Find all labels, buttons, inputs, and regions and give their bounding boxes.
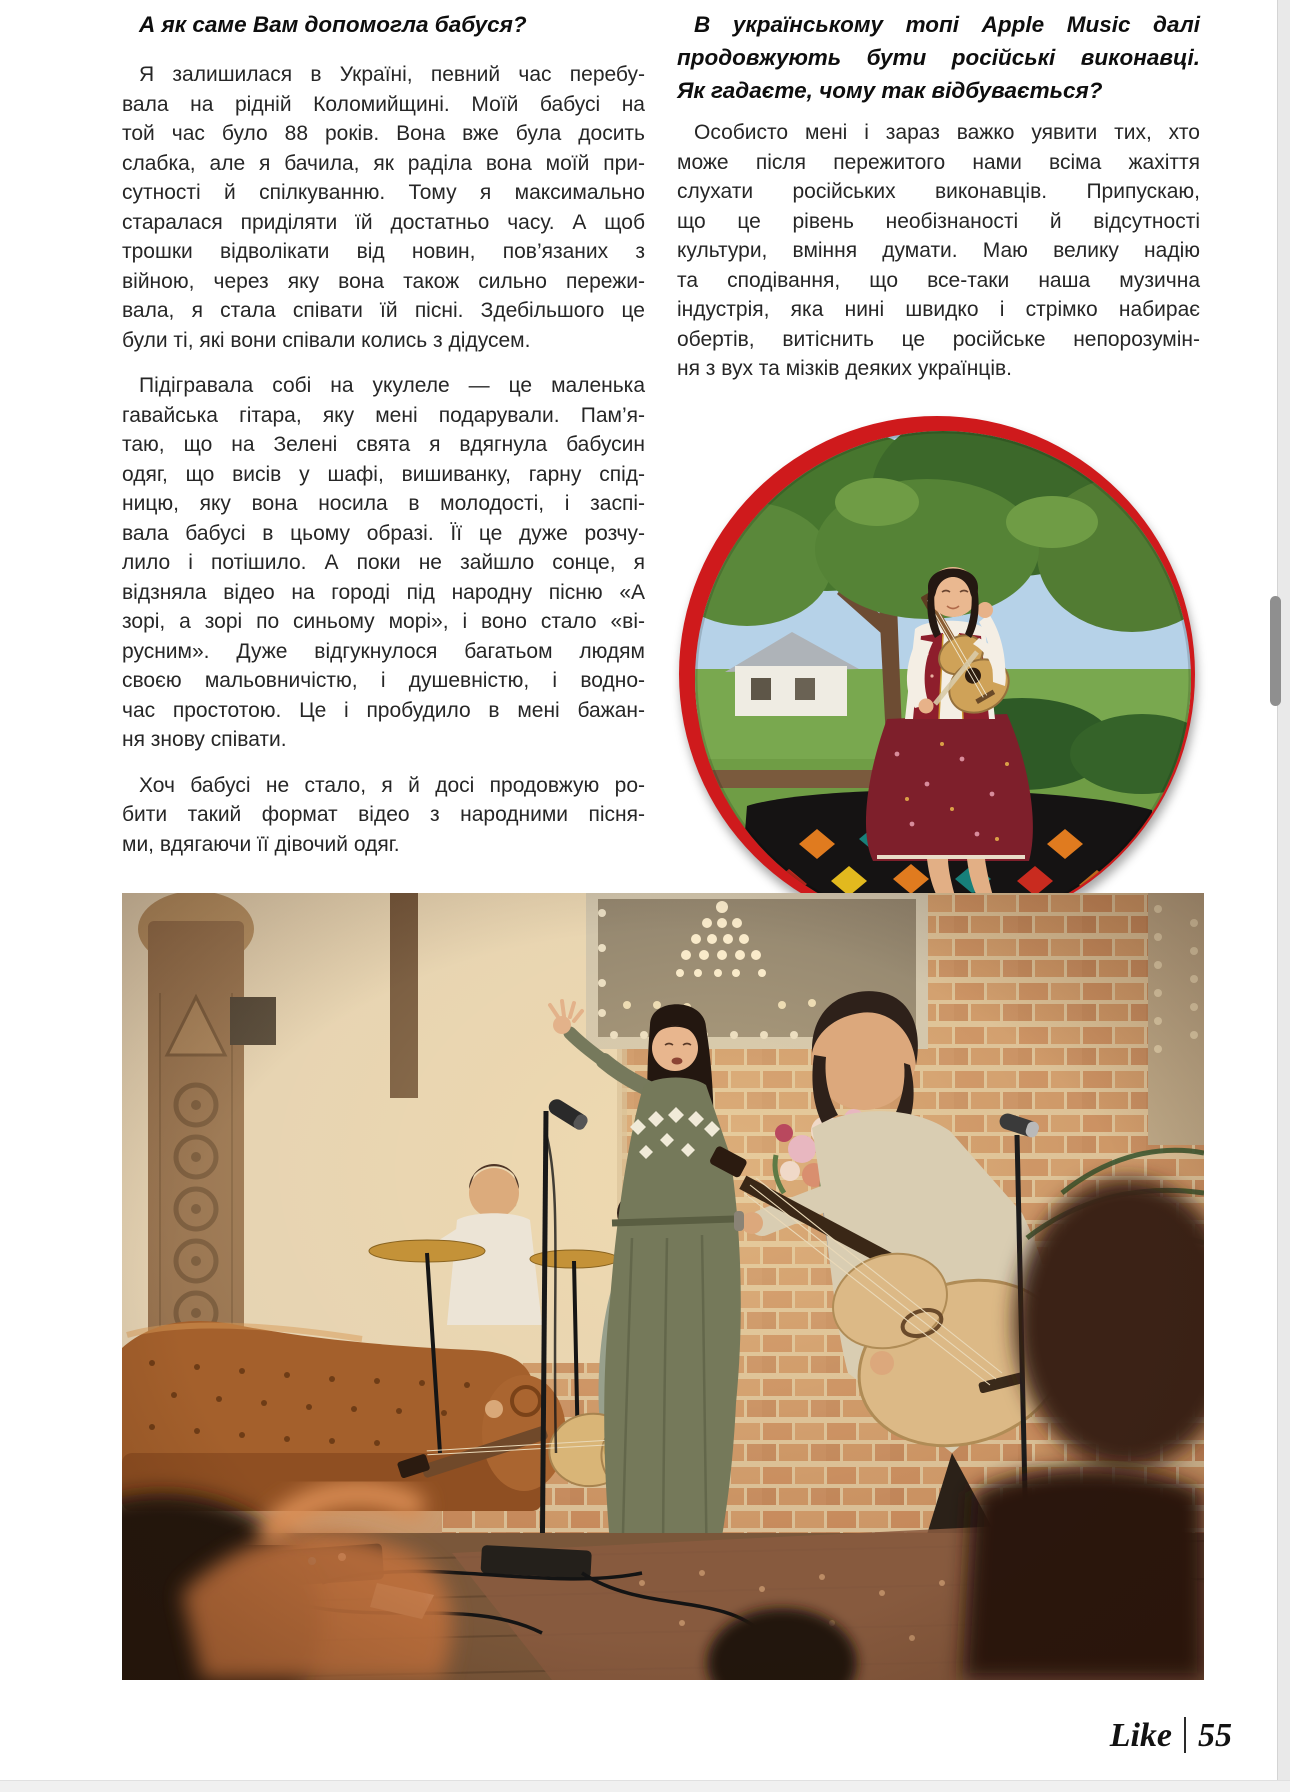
scrollbar-thumb[interactable] bbox=[1270, 596, 1281, 706]
text-line: той час було 88 років. Вона вже була досить bbox=[122, 122, 645, 145]
text-line: бити такий формат відео з народними пісня- bbox=[122, 803, 645, 826]
text-line: старалася приділяти їй достатньо часу. А щоб bbox=[122, 210, 645, 234]
paragraph bbox=[122, 771, 645, 860]
text-line: слабка, але я бачила, як раділа вона моїй при- bbox=[122, 151, 645, 175]
text-line: вала, я стала співати їй пісні. Здебільшого це bbox=[122, 299, 645, 322]
text-line: таю, що на Зелені свята я вдягнула бабусин bbox=[122, 433, 645, 456]
text-line: зорі, а зорі по синьому морі», і воно стало «ві- bbox=[122, 610, 645, 633]
question-heading-1 bbox=[122, 8, 645, 41]
text-line: ми, вдягаючи її дівочий одяг. bbox=[122, 832, 400, 856]
paragraph bbox=[122, 371, 645, 755]
text-line: Особисто мені і зараз важко уявити тих, хто bbox=[694, 121, 1200, 144]
text-line: гавайська гітара, яку мені подарували. Пам’я- bbox=[122, 403, 645, 427]
text-line: ня з вух та мізків деяких українців. bbox=[677, 357, 1012, 380]
left-column bbox=[122, 8, 645, 875]
right-column bbox=[677, 8, 1200, 400]
text-line: ня знову співати. bbox=[122, 728, 287, 751]
magazine-logo: Like bbox=[1109, 1717, 1172, 1754]
portrait-illustration bbox=[677, 414, 1197, 934]
text-line: відзняла відео на городі під народну пісню «А bbox=[122, 580, 645, 604]
portrait-circle-photo bbox=[677, 414, 1197, 934]
text-line: Як гадаєте, чому так відбувається? bbox=[677, 78, 1103, 103]
text-line: обертів, витіснить це російське непорозумін- bbox=[677, 327, 1200, 351]
text-line: В українському топі Apple Music далі bbox=[694, 12, 1200, 37]
paragraph bbox=[677, 118, 1200, 384]
question-heading-2 bbox=[677, 8, 1200, 107]
page-number: 55 bbox=[1198, 1717, 1232, 1754]
text-line: та сподівання, що все-таки наша музична bbox=[677, 268, 1200, 292]
text-line: русним». Дуже відгукнулося багатьом людям bbox=[122, 639, 645, 663]
text-line: що це рівень необізнаності й відсутності bbox=[677, 209, 1200, 233]
text-line: вала на рідній Коломийщині. Моїй бабусі на bbox=[122, 92, 645, 116]
text-line: продовжують бути російські виконавці. bbox=[677, 45, 1200, 70]
text-line: були ті, які вони співали колись з дідусем. bbox=[122, 328, 531, 352]
text-line: одяг, що висів у шафі, вишиванку, гарну спід- bbox=[122, 462, 645, 486]
text-line: слухати російських виконавців. Припускаю, bbox=[677, 180, 1200, 203]
concert-illustration bbox=[122, 893, 1204, 1680]
text-line: Підігравала собі на укулеле — це маленька bbox=[139, 374, 645, 397]
text-line: Я залишилася в Україні, певний час перебу- bbox=[139, 63, 645, 86]
text-line: своєю мальовничістю, і душевністю, і водно- bbox=[122, 669, 645, 692]
text-line: сутності й спілкуванню. Тому я максимально bbox=[122, 181, 645, 204]
text-line: ницю, яку вона носила в молодості, і заспі- bbox=[122, 492, 645, 515]
text-line: війною, через яку вона також сильно пережи- bbox=[122, 269, 645, 293]
text-line: час простотою. Це і пробудило в мені бажан- bbox=[122, 698, 645, 722]
text-line: Хоч бабусі не стало, я й досі продовжую ро- bbox=[139, 773, 645, 797]
text-line: може після пережитого нами всіма жахіття bbox=[677, 150, 1200, 174]
text-line: вала бабусі в цьому образі. Її це дуже розчу- bbox=[122, 521, 645, 545]
text-line: індустрія, яка нині швидко і стрімко набирає bbox=[677, 298, 1200, 321]
viewer-bottom-margin bbox=[0, 1780, 1290, 1792]
paragraph bbox=[122, 60, 645, 355]
text-line: культури, вміння думати. Маю велику надію bbox=[677, 239, 1200, 262]
text-line: лило і потішило. А поки не зайшло сонце, я bbox=[122, 551, 645, 574]
footer-divider bbox=[1184, 1717, 1186, 1753]
concert-photo bbox=[122, 893, 1204, 1680]
page-footer bbox=[920, 1714, 1232, 1758]
viewer-right-margin bbox=[1277, 0, 1290, 1792]
text-line: трошки відволікати від новин, пов’язаних з bbox=[122, 240, 645, 263]
text-line: А як саме Вам допомогла бабуся? bbox=[139, 12, 527, 37]
